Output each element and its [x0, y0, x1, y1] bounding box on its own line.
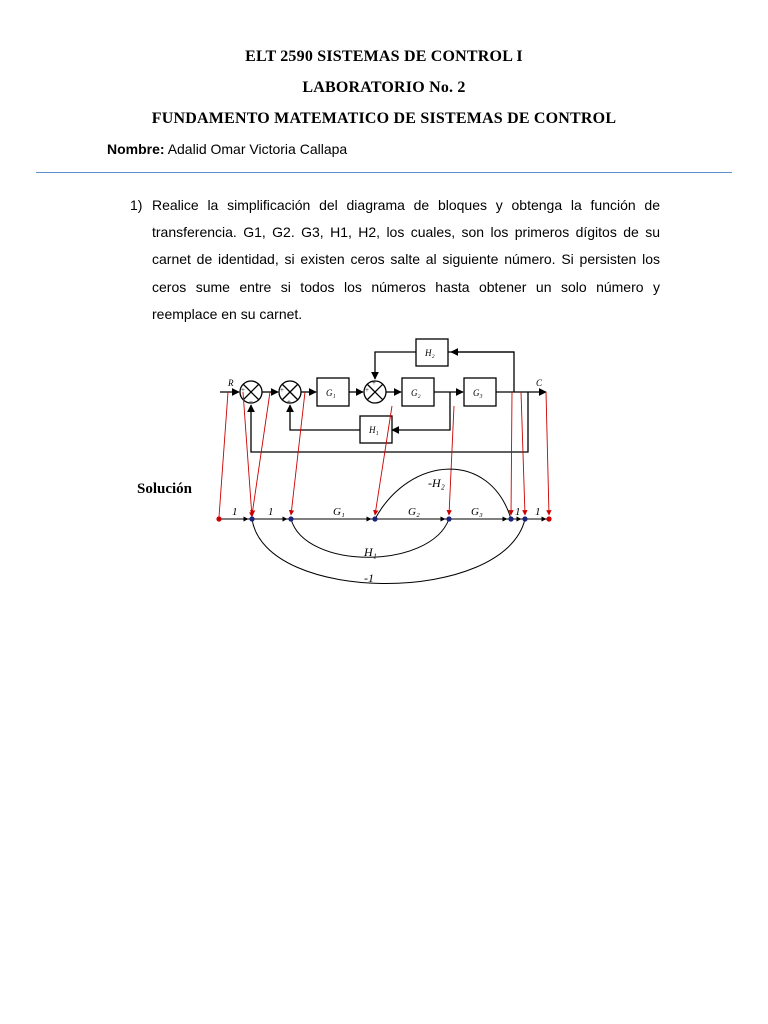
sign-minus-1: −	[249, 398, 253, 406]
block-h2-label: H₂	[425, 348, 435, 358]
sign-plus-3: +	[287, 398, 291, 406]
output-label: C	[536, 378, 543, 388]
gain-1a: 1	[232, 506, 238, 518]
gain-1d: 1	[535, 506, 541, 518]
course-title: ELT 2590 SISTEMAS DE CONTROL I	[245, 48, 523, 65]
red-connectors	[219, 392, 549, 517]
loop-unity-label: -1	[364, 571, 374, 585]
gain-g1: G₁	[333, 506, 345, 518]
block-g2-label: G₂	[411, 388, 421, 398]
lab-title: LABORATORIO No. 2	[302, 79, 466, 96]
sign-plus-4: +	[365, 386, 369, 394]
author-label: Nombre:	[107, 141, 165, 157]
topic-title: FUNDAMENTO MATEMATICO DE SISTEMAS DE CONTROL	[151, 110, 617, 127]
author-name: Adalid Omar Victoria Callapa	[167, 141, 348, 157]
horizontal-divider	[36, 172, 732, 173]
block-diagram	[220, 339, 546, 452]
block-h1-label: H₁	[369, 425, 379, 435]
gain-g3: G₃	[471, 506, 483, 518]
control-diagram	[0, 330, 768, 600]
block-g1-label: G₁	[326, 388, 336, 398]
loop-unity	[252, 519, 525, 584]
solution-label: Solución	[137, 481, 193, 497]
loop-h1-label: H₁	[364, 545, 377, 559]
sign-plus-2: +	[280, 386, 284, 394]
sign-plus-5: +	[372, 379, 376, 387]
gain-g2: G₂	[408, 506, 420, 518]
loop-h2-label: -H₂	[428, 476, 445, 490]
signal-flow-graph	[219, 469, 550, 583]
block-g3-label: G₃	[473, 388, 483, 398]
author-line	[107, 141, 347, 157]
input-label: R	[228, 378, 234, 388]
sign-plus-1: +	[241, 386, 245, 394]
gain-1b: 1	[268, 506, 274, 518]
gain-1c: 1	[515, 506, 521, 518]
question-number: 1)	[130, 197, 143, 213]
question-text: Realice la simplificación del diagrama de bloques y obtenga la función de transferencia. G1, G2. G3, H1, H2, los cuales, son los primeros dígitos de su carnet de identidad, si existen ceros salte al siguiente número. Si persisten los ceros sume entre si todos los números hasta obtener un solo número y reemplace en su carnet.	[152, 197, 660, 322]
